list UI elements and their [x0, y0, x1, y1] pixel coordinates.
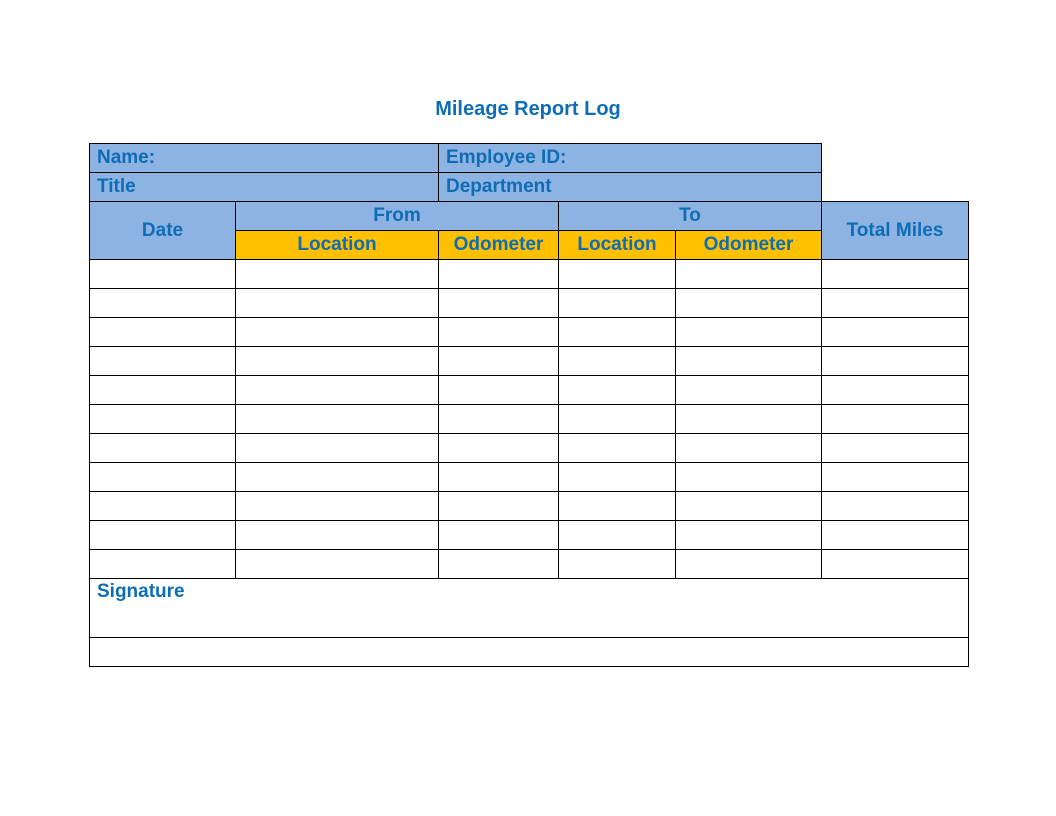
table-row	[90, 434, 969, 463]
to-location-cell[interactable]	[559, 463, 676, 492]
mileage-log-table	[89, 143, 969, 667]
from-odometer-cell[interactable]	[439, 376, 559, 405]
from-odometer-cell[interactable]	[439, 318, 559, 347]
header-row-1	[90, 202, 969, 231]
from-odometer-cell[interactable]	[439, 492, 559, 521]
date-cell[interactable]	[90, 405, 236, 434]
table-row	[90, 260, 969, 289]
date-cell[interactable]	[90, 521, 236, 550]
from-location-cell[interactable]	[236, 550, 439, 579]
to-location-cell[interactable]	[559, 318, 676, 347]
date-cell[interactable]	[90, 550, 236, 579]
to-odometer-cell[interactable]	[676, 550, 822, 579]
table-row	[90, 347, 969, 376]
total-miles-cell[interactable]	[822, 521, 969, 550]
title-field[interactable]: Title	[90, 173, 439, 202]
table-row	[90, 405, 969, 434]
from-odometer-cell[interactable]	[439, 347, 559, 376]
from-location-cell[interactable]	[236, 260, 439, 289]
signature-field[interactable]: Signature	[90, 579, 969, 638]
department-field[interactable]: Department	[439, 173, 822, 202]
to-odometer-cell[interactable]	[676, 376, 822, 405]
table-row	[90, 376, 969, 405]
total-miles-cell[interactable]	[822, 376, 969, 405]
from-odometer-cell[interactable]	[439, 550, 559, 579]
date-cell[interactable]	[90, 289, 236, 318]
from-odometer-cell[interactable]	[439, 434, 559, 463]
from-location-cell[interactable]	[236, 434, 439, 463]
to-odometer-cell[interactable]	[676, 463, 822, 492]
to-location-cell[interactable]	[559, 405, 676, 434]
from-odometer-cell[interactable]	[439, 260, 559, 289]
total-miles-cell[interactable]	[822, 347, 969, 376]
to-odometer-cell[interactable]	[676, 289, 822, 318]
total-miles-cell[interactable]	[822, 318, 969, 347]
signature-row	[90, 579, 969, 638]
date-cell[interactable]	[90, 318, 236, 347]
from-header: From	[236, 202, 559, 231]
footer-cell[interactable]	[90, 638, 969, 667]
total-miles-header: Total Miles	[822, 202, 969, 260]
to-odometer-cell[interactable]	[676, 318, 822, 347]
to-odometer-cell[interactable]	[676, 405, 822, 434]
to-location-cell[interactable]	[559, 260, 676, 289]
from-odometer-cell[interactable]	[439, 405, 559, 434]
date-cell[interactable]	[90, 434, 236, 463]
to-location-cell[interactable]	[559, 347, 676, 376]
total-miles-cell[interactable]	[822, 550, 969, 579]
from-location-header: Location	[236, 231, 439, 260]
to-odometer-cell[interactable]	[676, 492, 822, 521]
from-odometer-cell[interactable]	[439, 521, 559, 550]
to-location-cell[interactable]	[559, 521, 676, 550]
table-row	[90, 521, 969, 550]
from-odometer-header: Odometer	[439, 231, 559, 260]
to-location-cell[interactable]	[559, 550, 676, 579]
from-odometer-cell[interactable]	[439, 289, 559, 318]
spacer	[822, 173, 969, 202]
to-location-cell[interactable]	[559, 492, 676, 521]
from-location-cell[interactable]	[236, 521, 439, 550]
to-location-header: Location	[559, 231, 676, 260]
footer-row	[90, 638, 969, 667]
from-location-cell[interactable]	[236, 405, 439, 434]
to-odometer-cell[interactable]	[676, 434, 822, 463]
total-miles-cell[interactable]	[822, 405, 969, 434]
employee-id-field[interactable]: Employee ID:	[439, 144, 822, 173]
date-cell[interactable]	[90, 260, 236, 289]
table-row	[90, 492, 969, 521]
date-cell[interactable]	[90, 347, 236, 376]
from-location-cell[interactable]	[236, 492, 439, 521]
from-location-cell[interactable]	[236, 463, 439, 492]
table-row	[90, 289, 969, 318]
to-odometer-header: Odometer	[676, 231, 822, 260]
to-odometer-cell[interactable]	[676, 347, 822, 376]
from-location-cell[interactable]	[236, 318, 439, 347]
to-location-cell[interactable]	[559, 434, 676, 463]
info-row-1	[90, 144, 969, 173]
total-miles-cell[interactable]	[822, 463, 969, 492]
to-odometer-cell[interactable]	[676, 260, 822, 289]
to-header: To	[559, 202, 822, 231]
to-location-cell[interactable]	[559, 376, 676, 405]
total-miles-cell[interactable]	[822, 289, 969, 318]
from-location-cell[interactable]	[236, 347, 439, 376]
total-miles-cell[interactable]	[822, 260, 969, 289]
date-cell[interactable]	[90, 376, 236, 405]
to-odometer-cell[interactable]	[676, 521, 822, 550]
page-title: Mileage Report Log	[435, 98, 621, 120]
from-location-cell[interactable]	[236, 376, 439, 405]
log-entries	[90, 260, 969, 579]
table-row	[90, 463, 969, 492]
info-row-2	[90, 173, 969, 202]
from-odometer-cell[interactable]	[439, 463, 559, 492]
date-cell[interactable]	[90, 463, 236, 492]
spacer	[822, 144, 969, 173]
date-header: Date	[90, 202, 236, 260]
table-row	[90, 318, 969, 347]
table-row	[90, 550, 969, 579]
to-location-cell[interactable]	[559, 289, 676, 318]
from-location-cell[interactable]	[236, 289, 439, 318]
total-miles-cell[interactable]	[822, 492, 969, 521]
total-miles-cell[interactable]	[822, 434, 969, 463]
name-field[interactable]: Name:	[90, 144, 439, 173]
date-cell[interactable]	[90, 492, 236, 521]
